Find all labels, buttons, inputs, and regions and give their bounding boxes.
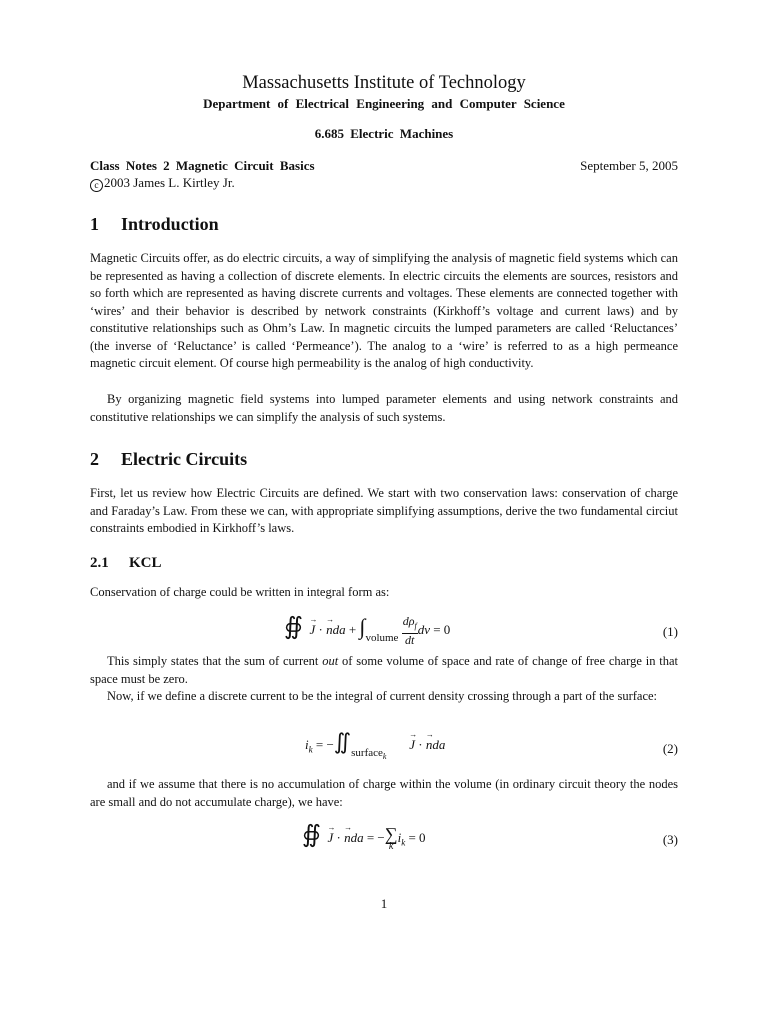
intro-paragraph-1: Magnetic Circuits offer, as do electric circuits, a way of simplifying the analysis of magnetic field systems which can be represented as having a collection of discrete elements. In electric circuits the elements are sources, resistors and so forth which are represented as having discrete currents and voltages. These elements are connected together with ‘wires’ and their behavior is described by network constraints (Kirkhoff’s voltage and current laws) and by constitutive relationships such as Ohm’s Law. In magnetic circuits the lumped parameters are called ‘Reluctances’ (the inverse of ‘Reluctance’ is called ‘Permeance’). The analog to a ‘wire’ is referred to as a high permeance magnetic circuit element. Of course high permeability is the analog of high conductivity. bbox=[90, 251, 678, 370]
equation-1-subscript: volume bbox=[365, 632, 399, 644]
equation-3 bbox=[90, 818, 678, 862]
notes-title: Class Notes 2 Magnetic Circuit Basics bbox=[90, 158, 315, 173]
section-number: 1 bbox=[90, 214, 99, 234]
subsection-heading-kcl bbox=[90, 555, 162, 572]
page-number: 1 bbox=[380, 896, 388, 911]
emphasis-out: out bbox=[322, 654, 339, 668]
text-run: of some volume of space and rate of change of free charge in that space must be zero. bbox=[90, 654, 679, 686]
equation-2-expression: $i_k$ = $-∬_{surface_k}$ → J · → nda bbox=[305, 729, 445, 755]
copyright-icon: c bbox=[90, 179, 103, 192]
notes-date: September 5, 2005 bbox=[580, 158, 678, 173]
kcl-paragraph-2 bbox=[90, 653, 678, 688]
subsection-number: 2.1 bbox=[90, 555, 109, 571]
kcl-paragraph-1: Conservation of charge could be written in integral form as: bbox=[90, 585, 390, 599]
text-run: This simply states that the sum of current bbox=[107, 654, 323, 668]
course-line: 6.685 Electric Machines bbox=[314, 126, 454, 141]
section-number: 2 bbox=[90, 449, 99, 469]
equation-1 bbox=[90, 610, 678, 652]
equation-3-number: (3) bbox=[662, 832, 678, 847]
copyright-line bbox=[90, 175, 235, 192]
intro-paragraph-2: By organizing magnetic field systems into lumped parameter elements and using network constraints and constitutive relationships we can simplify the analysis of such systems. bbox=[90, 392, 678, 424]
equation-2 bbox=[90, 727, 678, 767]
electric-circuits-paragraph: First, let us review how Electric Circuits are defined. We start with two conservation laws: conservation of charge and Faraday’s Law. From these we can, with appropriate simplifying assumptions, derive the two fundamental circiut constraints embodied in Kirkhoff’s laws. bbox=[90, 486, 678, 535]
kcl-paragraph-3: Now, if we define a discrete current to be the integral of current density crossing through a part of the surface: bbox=[107, 689, 658, 703]
section-heading-introduction bbox=[90, 214, 219, 235]
subsection-title: KCL bbox=[129, 555, 162, 571]
equation-1-expression: ∯ → J · → nda + $\int_{volume}$ $\frac{d\rho_f}{dt}$ dv = 0 bbox=[284, 612, 450, 647]
section-title: Introduction bbox=[121, 214, 219, 234]
equation-2-subscript: surfacek bbox=[351, 747, 387, 762]
section-title: Electric Circuits bbox=[121, 449, 248, 469]
equation-1-number: (1) bbox=[662, 624, 678, 639]
institution-title: Massachusetts Institute of Technology bbox=[242, 73, 526, 93]
copyright-text: 2003 James L. Kirtley Jr. bbox=[104, 175, 235, 190]
department-line: Department of Electrical Engineering and Computer Science bbox=[203, 96, 565, 111]
kcl-paragraph-4: and if we assume that there is no accumulation of charge within the volume (in ordinary circuit theory the nodes are small and do not accumulate charge), we have: bbox=[90, 777, 678, 809]
section-heading-electric-circuits bbox=[90, 449, 247, 470]
equation-3-expression: ∯ → J · → nda = − ∑ k $i_k = 0$ bbox=[302, 820, 426, 852]
equation-2-number: (2) bbox=[662, 741, 678, 756]
